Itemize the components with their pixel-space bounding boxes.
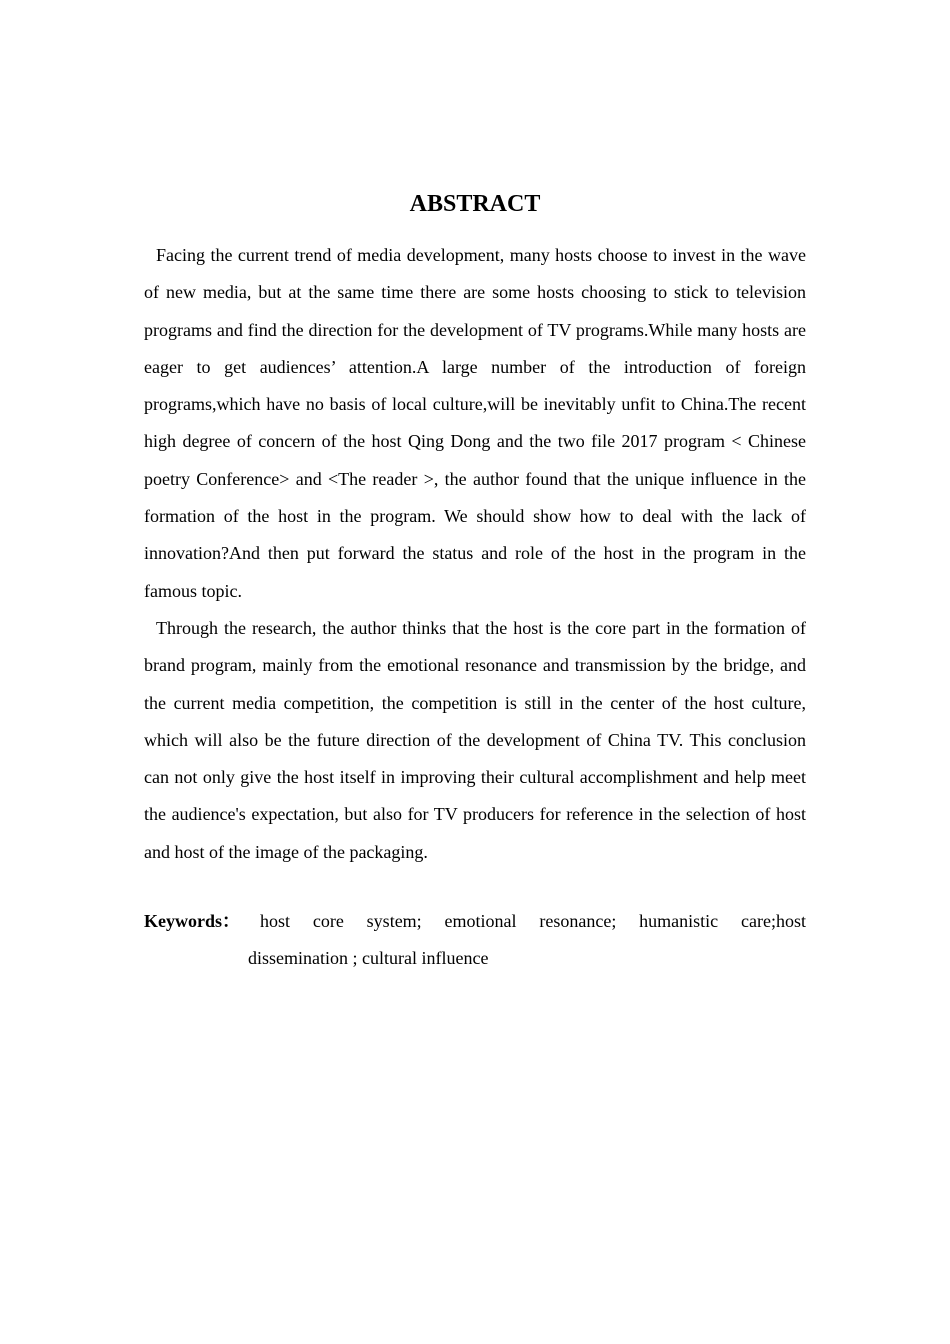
keywords-section bbox=[144, 903, 806, 978]
abstract-title: ABSTRACT bbox=[409, 191, 541, 217]
keywords-label: Keywords： bbox=[144, 911, 240, 931]
keywords-line-2: dissemination ; cultural influence bbox=[248, 948, 489, 969]
abstract-body bbox=[144, 237, 806, 871]
abstract-paragraph-2: Through the research, the author thinks that the host is the core part in the formation of brand program, mainly from the emotional resonance and transmission by the bridge, and the current media competition, the competition is still in the center of the host culture, which will also be the future direction of the development of China TV. This conclusion can not only give the host itself in improving their cultural accomplishment and help meet the audience's expectation, but also for TV producers for reference in the selection of host and host of the image of the packaging. bbox=[144, 617, 806, 862]
abstract-paragraph-1: Facing the current trend of media development, many hosts choose to invest in the wave of new media, but at the same time there are some hosts choosing to stick to television programs and find the direction for the development of TV programs.While many hosts are eager to get audiences’ attention.A large number of the introduction of foreign programs,which have no basis of local culture,will be inevitably unfit to China.The recent high degree of concern of the host Qing Dong and the two file 2017 program < Chinese poetry Conference> and <The reader >, the author found that the unique influence in the formation of the host in the program. We should show how to deal with the lack of innovation?And then put forward the status and role of the host in the program in the famous topic. bbox=[144, 245, 806, 601]
keywords-line-1: host core system; emotional resonance; humanistic care;host bbox=[260, 911, 806, 931]
keywords-list bbox=[248, 903, 806, 978]
